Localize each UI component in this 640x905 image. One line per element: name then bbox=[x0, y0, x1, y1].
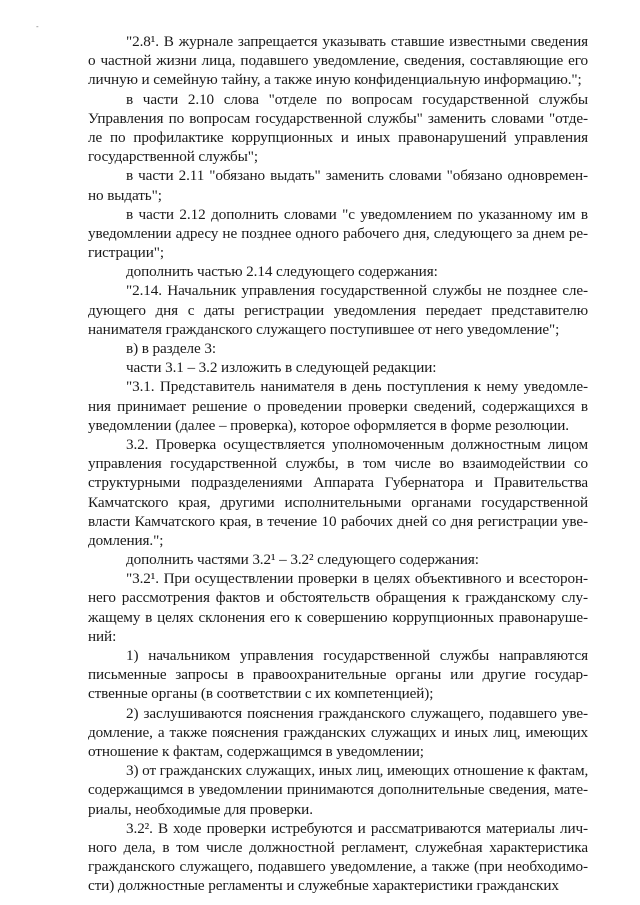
text-line: "3.2¹. При осуществлении проверки в целях объективного и всесторон- bbox=[126, 570, 588, 588]
text-line: "3.1. Представитель нанимателя в день поступления к нему уведомле- bbox=[126, 378, 588, 396]
text-line: ния принимает решение о проведении проверки сведений, содержащихся в bbox=[88, 397, 588, 415]
text-line: 3.2². В ходе проверки истребуются и рассматриваются материалы лич- bbox=[126, 819, 588, 837]
text-line: гражданского служащего, подавшего уведомление, а также (при необходимо- bbox=[88, 858, 588, 876]
text-line: гистрации"; bbox=[88, 244, 164, 262]
paragraph-p10 bbox=[88, 435, 588, 550]
paragraph-p2 bbox=[88, 90, 588, 167]
corner-mark: - bbox=[36, 22, 39, 31]
text-line: личную и семейную тайну, а также иную конфиденциальную информацию."; bbox=[88, 71, 582, 89]
text-line: 2) заслушиваются пояснения гражданского служащего, подавшего уве- bbox=[126, 704, 588, 722]
text-line: отношение к фактам, содержащимся в уведомлении; bbox=[88, 742, 424, 760]
text-line: ний: bbox=[88, 627, 117, 645]
text-line: управления государственной службы, в том числе во взаимодействии со bbox=[88, 455, 588, 473]
text-line: содержащимся в уведомлении принимаются дополнительные сведения, мате- bbox=[88, 781, 588, 799]
text-line: Управления по вопросам государственной службы" заменить словами "отде- bbox=[88, 109, 588, 127]
text-line: нанимателя гражданского служащего поступившее от него уведомление"; bbox=[88, 320, 560, 338]
text-line: части 3.1 – 3.2 изложить в следующей редакции: bbox=[126, 359, 437, 377]
text-line: жащему в целях склонения его к совершению коррупционных правонаруше- bbox=[88, 608, 588, 626]
text-line: "2.14. Начальник управления государственной службы не позднее сле- bbox=[126, 282, 588, 300]
paragraph-p11 bbox=[88, 550, 588, 569]
text-line: в части 2.10 слова "отделе по вопросам государственной службы bbox=[126, 90, 588, 108]
text-line: в части 2.11 "обязано выдать" заменить словами "обязано одновремен- bbox=[126, 167, 588, 185]
text-line: в) в разделе 3: bbox=[126, 340, 216, 357]
text-line: дополнить частью 2.14 следующего содержания: bbox=[126, 263, 438, 281]
text-line: о частной жизни лица, подавшего уведомление, сведения, составляющие его bbox=[88, 52, 588, 70]
text-line: него рассмотрения фактов и обстоятельств обращения к гражданскому слу- bbox=[88, 589, 588, 607]
paragraph-p16 bbox=[88, 819, 588, 896]
text-line: письменные запросы в правоохранительные органы или другие государ- bbox=[88, 666, 588, 684]
text-line: домления."; bbox=[88, 531, 164, 549]
paragraph-p9 bbox=[88, 377, 588, 435]
text-line: дополнить частями 3.2¹ – 3.2² следующего содержания: bbox=[126, 551, 479, 569]
text-line: сти) должностные регламенты и служебные характеристики гражданских bbox=[88, 877, 559, 895]
paragraph-p7 bbox=[88, 339, 588, 358]
text-line: в части 2.12 дополнить словами "с уведомлением по указанному им в bbox=[126, 205, 588, 223]
paragraph-p13 bbox=[88, 646, 588, 704]
paragraph-p6 bbox=[88, 281, 588, 339]
paragraph-p15 bbox=[88, 761, 588, 819]
text-line: государственной службы"; bbox=[88, 148, 258, 166]
text-line: "2.8¹. В журнале запрещается указывать ставшие известными сведения bbox=[126, 33, 588, 50]
text-line: ственные органы (в соответствии с их компетенцией); bbox=[88, 685, 434, 703]
paragraph-p3 bbox=[88, 166, 588, 204]
text-line: ле по профилактике коррупционных и иных правонарушений управления bbox=[88, 128, 588, 146]
paragraph-p4 bbox=[88, 205, 588, 263]
text-line: 3) от гражданских служащих, иных лиц, имеющих отношение к фактам, bbox=[126, 762, 589, 780]
text-line: но выдать"; bbox=[88, 186, 162, 204]
text-line: структурными подразделениями Аппарата Губернатора и Правительства bbox=[88, 474, 588, 492]
paragraph-p14 bbox=[88, 704, 588, 762]
text-line: домление, а также пояснения гражданских служащих и иных лиц, имеющих bbox=[88, 723, 588, 741]
text-line: 1) начальником управления государственной службы направляются bbox=[126, 647, 588, 664]
paragraph-p12 bbox=[88, 569, 588, 646]
paragraph-p5 bbox=[88, 262, 588, 281]
paragraph-p1 bbox=[88, 32, 588, 90]
text-line: уведомлении адресу не позднее одного рабочего дня, следующего за днем ре- bbox=[88, 224, 588, 242]
text-line: Камчатского края, другими исполнительными органами государственной bbox=[88, 493, 588, 511]
text-line: уведомлении (далее – проверка), которое оформляется в форме резолюции. bbox=[88, 416, 569, 434]
text-line: 3.2. Проверка осуществляется уполномоченным должностным лицом bbox=[126, 435, 588, 453]
text-line: власти Камчатского края, в течение 10 рабочих дней со дня регистрации уве- bbox=[88, 512, 588, 530]
text-line: ного дела, в том числе должностной регламент, служебная характеристика bbox=[88, 838, 588, 856]
text-line: дующего дня с даты регистрации уведомления передает представителю bbox=[88, 301, 588, 319]
text-line: риалы, необходимые для проверки. bbox=[88, 800, 313, 818]
document-body bbox=[88, 32, 588, 895]
paragraph-p8 bbox=[88, 358, 588, 377]
